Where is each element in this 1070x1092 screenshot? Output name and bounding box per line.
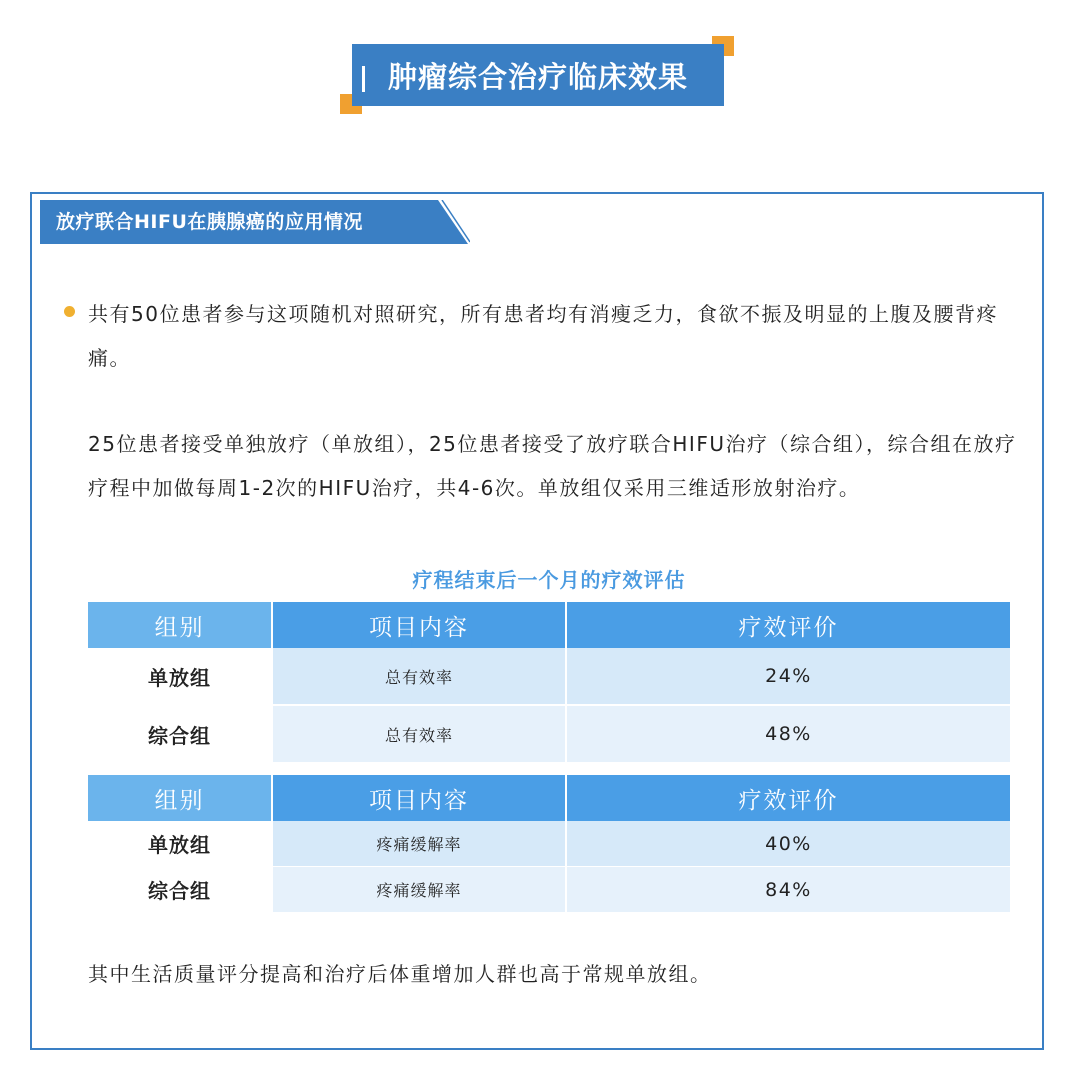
conclusion-paragraph: 其中生活质量评分提高和治疗后体重增加人群也高于常规单放组。 — [88, 962, 712, 986]
group-cell: 综合组 — [88, 705, 272, 762]
value-cell: 84% — [566, 867, 1010, 913]
item-cell: 总有效率 — [272, 705, 566, 762]
header-item: 项目内容 — [272, 775, 566, 821]
value-cell: 40% — [566, 821, 1010, 867]
title-banner — [338, 36, 738, 116]
table-row — [88, 705, 1010, 762]
item-cell: 总有效率 — [272, 648, 566, 705]
group-cell: 单放组 — [88, 648, 272, 705]
header-group: 组别 — [88, 775, 272, 821]
header-item: 项目内容 — [272, 602, 566, 648]
header-evaluation: 疗效评价 — [566, 602, 1010, 648]
table-row — [88, 867, 1010, 913]
page-title-box — [352, 44, 724, 106]
item-cell: 疼痛缓解率 — [272, 867, 566, 913]
page-title: 肿瘤综合治疗临床效果 — [387, 59, 688, 94]
group-cell: 单放组 — [88, 821, 272, 867]
title-accent-bar — [362, 66, 365, 92]
method-paragraph: 25位患者接受单独放疗（单放组），25位患者接受了放疗联合HIFU治疗（综合组），综合组在放疗疗程中加做每周1-2次的HIFU治疗，共4-6次。单放组仅采用三维适形放射治疗。 — [88, 432, 1017, 500]
table-title: 疗程结束后一个月的疗效评估 — [412, 568, 686, 592]
section-title: 放疗联合HIFU在胰腺癌的应用情况 — [56, 211, 363, 233]
table-header-row — [88, 775, 1010, 821]
bullet-dot — [64, 306, 75, 317]
value-cell: 48% — [566, 705, 1010, 762]
header-group: 组别 — [88, 602, 272, 648]
section-header — [40, 200, 470, 244]
intro-paragraph: 共有50位患者参与这项随机对照研究，所有患者均有消瘦乏力，食欲不振及明显的上腹及腰背疼痛。 — [88, 302, 998, 370]
pain-relief-table — [88, 775, 1010, 912]
efficacy-table — [88, 602, 1010, 762]
group-cell: 综合组 — [88, 867, 272, 913]
table-row — [88, 821, 1010, 867]
header-evaluation: 疗效评价 — [566, 775, 1010, 821]
item-cell: 疼痛缓解率 — [272, 821, 566, 867]
value-cell: 24% — [566, 648, 1010, 705]
table-header-row — [88, 602, 1010, 648]
table-row — [88, 648, 1010, 705]
